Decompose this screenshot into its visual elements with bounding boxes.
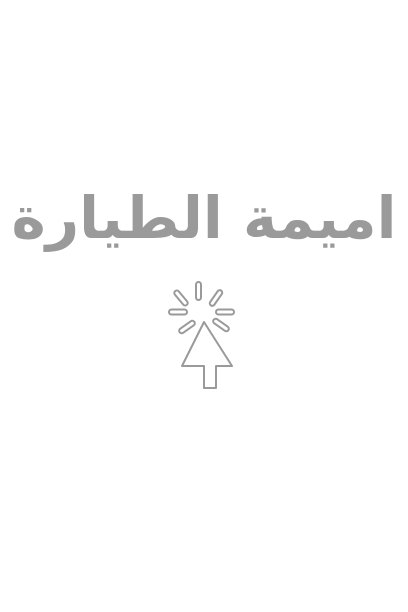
app-title: اميمة الطيارة xyxy=(11,184,397,252)
click-cursor-icon xyxy=(168,278,244,394)
click-cursor-button[interactable] xyxy=(168,278,244,394)
